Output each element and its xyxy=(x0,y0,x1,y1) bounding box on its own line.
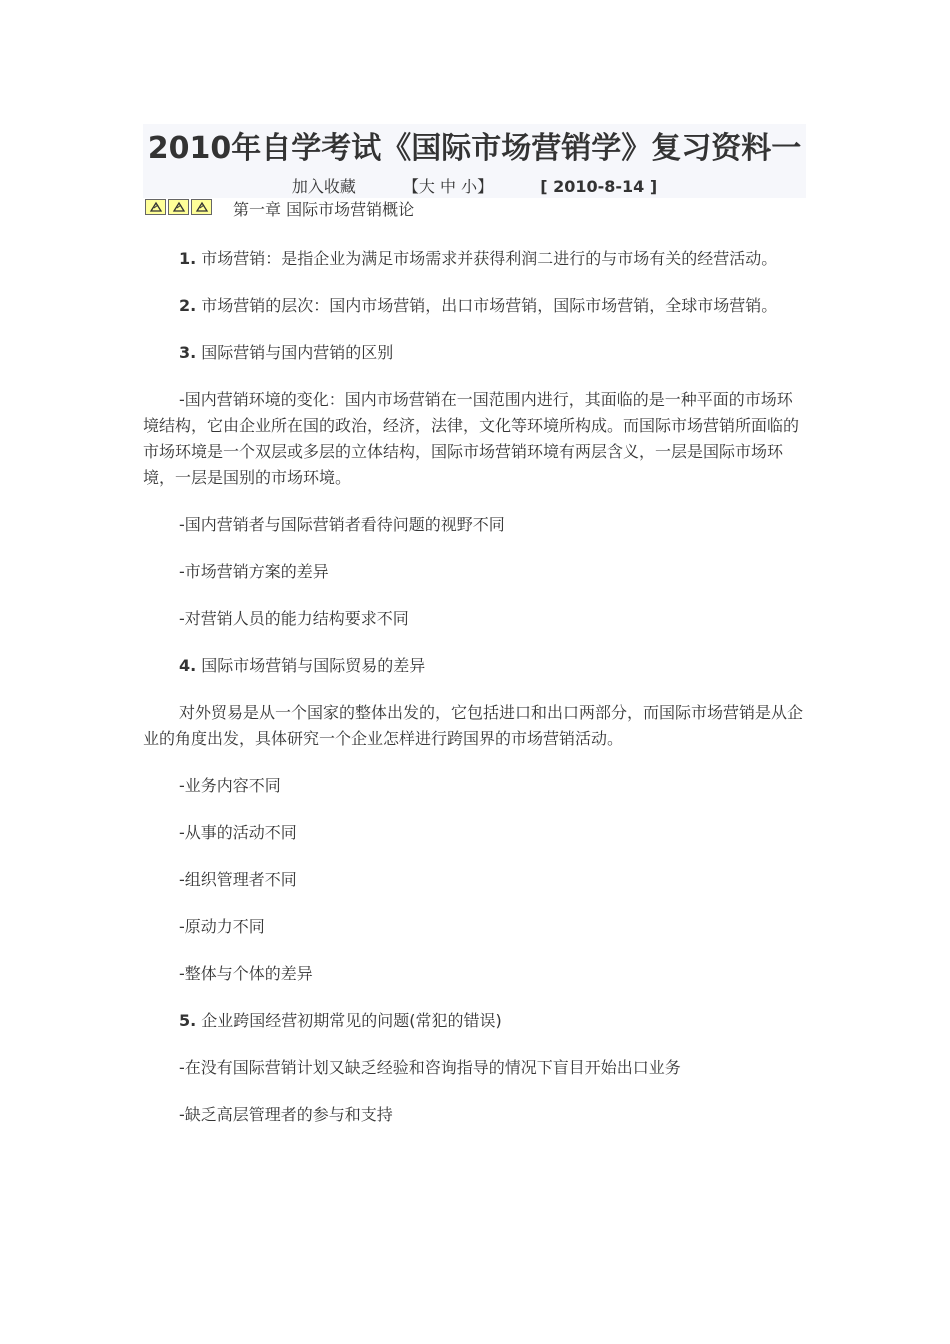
font-medium-icon[interactable] xyxy=(168,199,189,215)
paragraph-number: 1. xyxy=(179,249,197,268)
paragraph: -国内营销者与国际营销者看待问题的视野不同 xyxy=(179,515,505,534)
paragraph: 2. 市场营销的层次：国内市场营销，出口市场营销，国际市场营销，全球市场营销。 xyxy=(179,296,778,315)
paragraph: 4. 国际市场营销与国际贸易的差异 xyxy=(179,656,426,675)
publish-date: [ 2010-8-14 ] xyxy=(540,177,658,196)
paragraph: -业务内容不同 xyxy=(179,776,281,795)
font-size-control[interactable]: 【大 中 小】 xyxy=(402,177,494,196)
paragraph: -国内营销环境的变化：国内市场营销在一国范围内进行，其面临的是一种平面的市场环境结构，它由企业所在国的政治，经济，法律，文化等环境所构成。而国际市场营销所面临的市场环境是一个双层或多层的立体结构，国际市场营销环境有两层含义，一层是国际市场环境，一层是国别的市场环境。 xyxy=(143,390,800,487)
font-large-icon[interactable] xyxy=(145,199,166,215)
paragraph-number: 5. xyxy=(179,1011,197,1030)
add-favorite-link[interactable]: 加入收藏 xyxy=(291,177,356,196)
paragraph-number: 4. xyxy=(179,656,197,675)
chapter-heading: 第一章 国际市场营销概论 xyxy=(233,200,415,219)
icon-toolbar xyxy=(145,199,212,215)
article-meta xyxy=(143,176,806,198)
paragraph: -从事的活动不同 xyxy=(179,823,297,842)
paragraph: -原动力不同 xyxy=(179,917,265,936)
font-small-icon[interactable] xyxy=(191,199,212,215)
paragraph: -在没有国际营销计划又缺乏经验和咨询指导的情况下盲目开始出口业务 xyxy=(179,1058,681,1077)
paragraph-number: 3. xyxy=(179,343,197,362)
paragraph: -市场营销方案的差异 xyxy=(179,562,329,581)
paragraph: 3. 国际营销与国内营销的区别 xyxy=(179,343,394,362)
page-title: 2010年自学考试《国际市场营销学》复习资料一 xyxy=(147,131,802,166)
paragraph-number: 2. xyxy=(179,296,197,315)
paragraph: -整体与个体的差异 xyxy=(179,964,313,983)
paragraph: 对外贸易是从一个国家的整体出发的，它包括进口和出口两部分，而国际市场营销是从企业的角度出发，具体研究一个企业怎样进行跨国界的市场营销活动。 xyxy=(143,703,804,748)
paragraph: 1. 市场营销：是指企业为满足市场需求并获得利润二进行的与市场有关的经营活动。 xyxy=(179,249,778,268)
paragraph: 5. 企业跨国经营初期常见的问题(常犯的错误) xyxy=(179,1011,502,1030)
paragraph: -缺乏高层管理者的参与和支持 xyxy=(179,1105,393,1124)
paragraph: -对营销人员的能力结构要求不同 xyxy=(179,609,409,628)
paragraph: -组织管理者不同 xyxy=(179,870,297,889)
article-body xyxy=(143,246,805,1149)
